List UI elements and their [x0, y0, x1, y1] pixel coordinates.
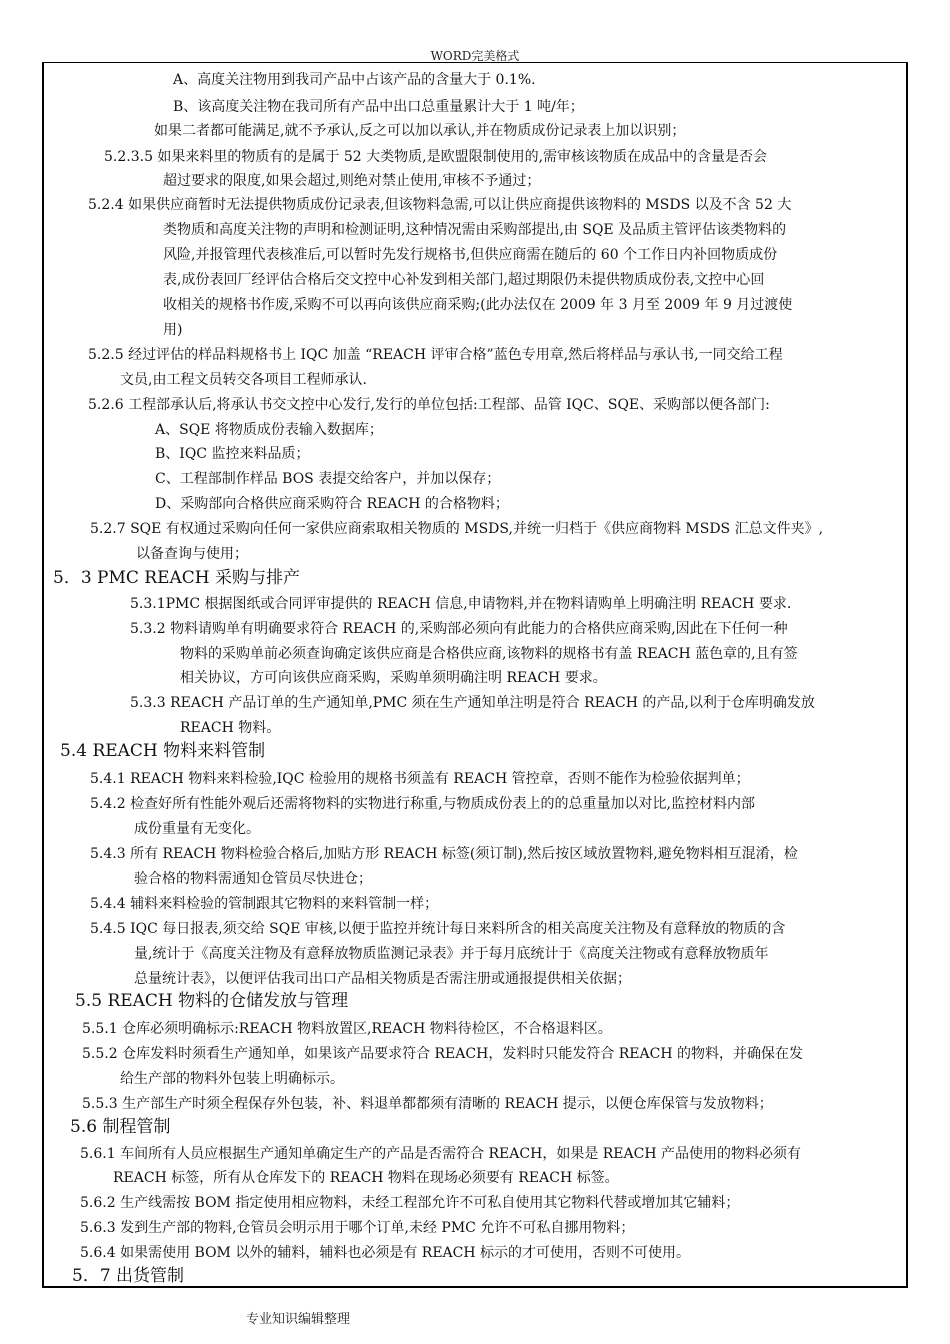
section-heading: 5．7 出货管制 [72, 1266, 185, 1286]
text-line: 5.4.5 IQC 每日报表,须交给 SQE 审核,以便于监控并统计每日来料所含的相关高度关注物及有意释放的物质的含 [90, 921, 786, 937]
text-line: REACH 标签，所有从仓库发下的 REACH 物料在现场必须要有 REACH 标签。 [113, 1170, 619, 1186]
text-line: 5.2.5 经过评估的样品料规格书上 IQC 加盖 “REACH 评审合格”蓝色专用章,然后将样品与承认书,一同交给工程 [88, 347, 783, 363]
text-line: 5.5.1 仓库必须明确标示:REACH 物料放置区,REACH 物料待检区，不合格退料区。 [82, 1021, 612, 1037]
text-line: 超过要求的限度,如果会超过,则绝对禁止使用,审核不予通过； [163, 173, 541, 189]
text-line: C、工程部制作样品 BOS 表提交给客户，并加以保存； [155, 471, 501, 487]
text-line: 5.4.2 检查好所有性能外观后还需将物料的实物进行称重,与物质成份表上的的总重量加以对比,监控材料内部 [90, 796, 755, 812]
text-line: REACH 物料。 [180, 720, 281, 736]
text-line: 5.6.3 发到生产部的物料,仓管员会明示用于哪个订单,未经 PMC 允许不可私自挪用物料； [80, 1220, 635, 1236]
text-line: B、该高度关注物在我司所有产品中出口总重量累计大于 1 吨/年； [173, 99, 584, 115]
text-line: 5.4.1 REACH 物料来料检验,IQC 检验用的规格书须盖有 REACH 管控章，否则不能作为检验依据判单； [90, 771, 750, 787]
text-line: 总量统计表》，以便评估我司出口产品相关物质是否需注册或通报提供相关依据； [134, 971, 631, 987]
text-line: 收相关的规格书作废,采购不可以再向该供应商采购;(此办法仅在 2009 年 3 月至 2009 年 9 月过渡使 [163, 297, 793, 313]
text-line: 5.5.3 生产部生产时须全程保存外包装，补、料退单都都须有清晰的 REACH 提示，以便仓库保管与发放物料； [82, 1096, 773, 1112]
text-line: 风险,并报管理代表核准后,可以暂时先发行规格书,但供应商需在随后的 60 个工作日内补回物质成份 [163, 247, 778, 263]
section-heading: 5．3 PMC REACH 采购与排产 [53, 568, 301, 588]
text-line: 5.2.7 SQE 有权通过采购向任何一家供应商索取相关物质的 MSDS,并统一归档于《供应商物料 MSDS 汇总文件夹》, [90, 521, 824, 537]
text-line: 用) [163, 322, 183, 338]
text-line: 成份重量有无变化。 [134, 821, 260, 837]
page-footer: 专业知识编辑整理 [246, 1312, 351, 1327]
text-line: D、采购部向合格供应商采购符合 REACH 的合格物料； [155, 496, 509, 512]
text-line: 文员,由工程文员转交各项目工程师承认. [120, 372, 367, 388]
text-line: 5.4.3 所有 REACH 物料检验合格后,加贴方形 REACH 标签(须订制),然后按区域放置物料,避免物料相互混淆，检 [90, 846, 798, 862]
text-line: 给生产部的物料外包装上明确标示。 [120, 1071, 344, 1087]
text-line: 5.2.4 如果供应商暂时无法提供物质成份记录表,但该物料急需,可以让供应商提供该物料的 MSDS 以及不含 52 大 [88, 197, 792, 213]
text-line: 5.6.2 生产线需按 BOM 指定使用相应物料，未经工程部允许不可私自使用其它物料代替或增加其它辅料； [80, 1195, 740, 1211]
text-line: 5.4.4 辅料来料检验的管制跟其它物料的来料管制一样； [90, 896, 439, 912]
text-line: 类物质和高度关注物的声明和检测证明,这种情况需由采购部提出,由 SQE 及品质主管评估该类物料的 [163, 222, 787, 238]
text-line: 5.3.3 REACH 产品订单的生产通知单,PMC 须在生产通知单注明是符合 REACH 的产品,以利于仓库明确发放 [130, 695, 815, 711]
text-line: 5.3.2 物料请购单有明确要求符合 REACH 的,采购部必须向有此能力的合格供应商采购,因此在下任何一种 [130, 621, 788, 637]
section-heading: 5.6 制程管制 [70, 1117, 171, 1137]
text-line: 相关协议，方可向该供应商采购，采购单须明确注明 REACH 要求。 [180, 670, 607, 686]
section-heading: 5.4 REACH 物料来料管制 [60, 741, 266, 761]
text-line: 如果二者都可能满足,就不予承认,反之可以加以承认,并在物质成份记录表上加以识别； [154, 123, 686, 139]
section-heading: 5.5 REACH 物料的仓储发放与管理 [75, 991, 349, 1011]
text-line: 量,统计于《高度关注物及有意释放物质监测记录表》并于每月底统计于《高度关注物或有意释放物质年 [134, 946, 769, 962]
text-line: 5.6.1 车间所有人员应根据生产通知单确定生产的产品是否需符合 REACH，如果是 REACH 产品使用的物料必须有 [80, 1146, 802, 1162]
text-line: A、高度关注物用到我司产品中占该产品的含量大于 0.1%. [173, 72, 536, 88]
page-header: WORD完美格式 [430, 49, 520, 63]
text-line: 以备查询与使用； [136, 546, 248, 562]
text-line: 物料的采购单前必须查询确定该供应商是合格供应商,该物料的规格书有盖 REACH 蓝色章的,且有签 [180, 646, 798, 662]
text-line: 5.3.1PMC 根据图纸或合同评审提供的 REACH 信息,申请物料,并在物料请购单上明确注明 REACH 要求. [130, 596, 792, 612]
text-line: 5.2.3.5 如果来料里的物质有的是属于 52 大类物质,是欧盟限制使用的,需审核该物质在成品中的含量是否会 [104, 149, 768, 165]
text-line: B、IQC 监控来料品质； [155, 446, 310, 462]
text-line: 验合格的物料需通知仓管员尽快进仓； [134, 871, 372, 887]
text-line: 5.2.6 工程部承认后,将承认书交文控中心发行,发行的单位包括:工程部、品管 IQC、SQE、采购部以便各部门: [88, 397, 770, 413]
text-line: 表,成份表回厂经评估合格后交文控中心补发到相关部门,超过期限仍未提供物质成份表,文控中心回 [163, 272, 765, 288]
text-line: A、SQE 将物质成份表输入数据库； [155, 422, 383, 438]
text-line: 5.5.2 仓库发料时须看生产通知单，如果该产品要求符合 REACH，发料时只能发符合 REACH 的物料，并确保在发 [82, 1046, 804, 1062]
text-line: 5.6.4 如果需使用 BOM 以外的辅料，辅料也必须是有 REACH 标示的才可使用，否则不可使用。 [80, 1245, 691, 1261]
